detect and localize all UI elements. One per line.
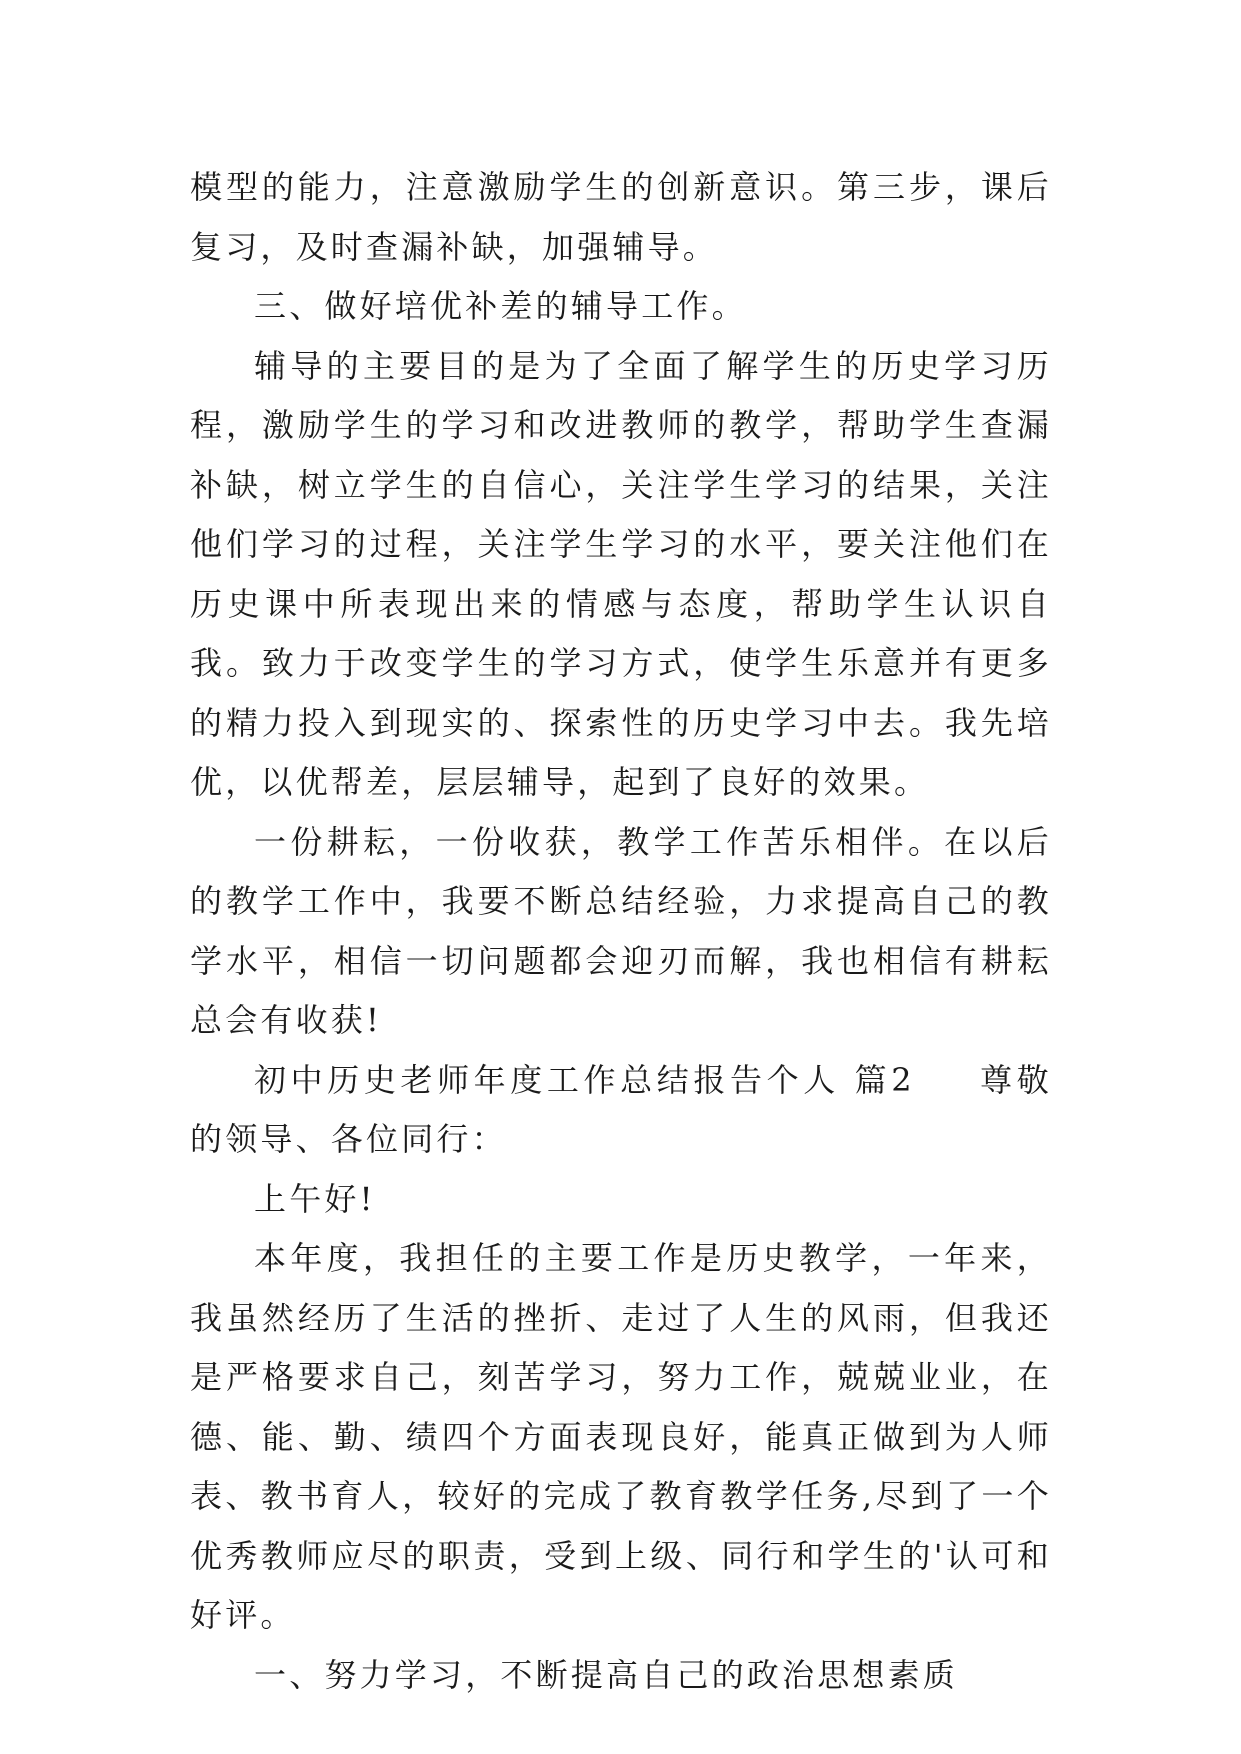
greeting: 上午好!	[254, 1179, 376, 1218]
article-heading-line	[190, 1051, 1052, 1170]
salutation: 尊敬的领导、各位同行：	[190, 1060, 1052, 1158]
article-title: 初中历史老师年度工作总结报告个人 篇2	[254, 1060, 915, 1099]
paragraph-annual-work: 本年度，我担任的主要工作是历史教学，一年来，我虽然经历了生活的挫折、走过了人生的风雨，但我还是严格要求自己，刻苦学习，努力工作，兢兢业业，在德、能、勤、绩四个方面表现良好，能真正做到为人师表、教书育人，较好的完成了教育教学任务,尽到了一个优秀教师应尽的职责，受到上级、同行和学生的'认可和好评。	[190, 1239, 1052, 1634]
paragraph-tutoring: 辅导的主要目的是为了全面了解学生的历史学习历程，激励学生的学习和改进教师的教学，帮助学生查漏补缺，树立学生的自信心，关注学生学习的结果，关注他们学习的过程，关注学生学习的水平，要关注他们在历史课中所表现出来的情感与态度，帮助学生认识自我。致力于改变学生的学习方式，使学生乐意并有更多的精力投入到现实的、探索性的历史学习中去。我先培优，以优帮差，层层辅导，起到了良好的效果。	[190, 346, 1052, 801]
paragraph-conclusion: 一份耕耘，一份收获，教学工作苦乐相伴。在以后的教学工作中，我要不断总结经验，力求提高自己的教学水平，相信一切问题都会迎刃而解，我也相信有耕耘总会有收获!	[190, 822, 1052, 1039]
document-body	[190, 158, 1052, 1705]
paragraph-continuation: 模型的能力，注意激励学生的创新意识。第三步，课后复习，及时查漏补缺，加强辅导。	[190, 168, 1052, 266]
section-heading-one: 一、努力学习，不断提高自己的政治思想素质	[254, 1655, 959, 1694]
section-heading-three: 三、做好培优补差的辅导工作。	[254, 287, 747, 325]
